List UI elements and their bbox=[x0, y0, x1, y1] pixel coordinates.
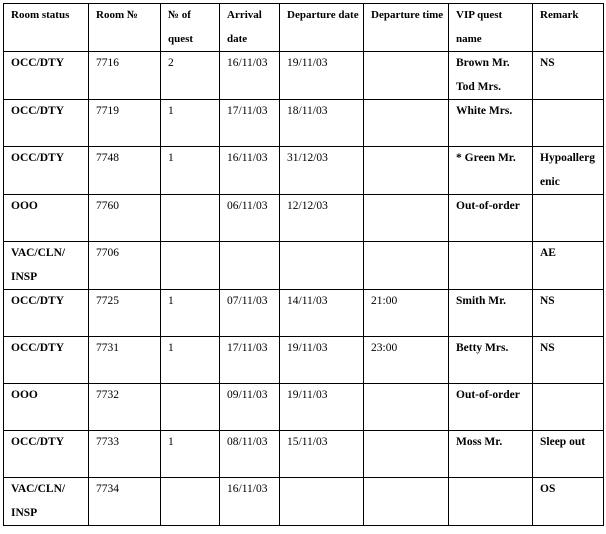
departure-date-cell: 31/12/03 bbox=[280, 147, 364, 195]
remark-cell: NS bbox=[533, 52, 604, 100]
departure-date-cell: 14/11/03 bbox=[280, 290, 364, 337]
remark-cell bbox=[533, 195, 604, 242]
departure-time-cell bbox=[364, 242, 449, 290]
room-number-cell: 7706 bbox=[89, 242, 161, 290]
arrival-date-cell bbox=[220, 242, 280, 290]
guest-count-cell bbox=[161, 384, 220, 431]
table-row bbox=[4, 337, 604, 384]
vip-guest-cell: Out-of-order bbox=[449, 384, 533, 431]
arrival-date-cell: 09/11/03 bbox=[220, 384, 280, 431]
arrival-date-cell: 08/11/03 bbox=[220, 431, 280, 478]
table-row bbox=[4, 478, 604, 526]
header-departure-date: Departure date bbox=[280, 4, 364, 52]
room-status-cell: OCC/DTY bbox=[4, 290, 89, 337]
room-number-cell: 7725 bbox=[89, 290, 161, 337]
room-number-cell: 7733 bbox=[89, 431, 161, 478]
arrival-date-cell: 17/11/03 bbox=[220, 337, 280, 384]
header-room-number: Room № bbox=[89, 4, 161, 52]
table-row bbox=[4, 52, 604, 100]
remark-cell: Sleep out bbox=[533, 431, 604, 478]
guest-count-cell bbox=[161, 242, 220, 290]
departure-time-cell bbox=[364, 384, 449, 431]
header-room-status: Room status bbox=[4, 4, 89, 52]
vip-guest-cell bbox=[449, 242, 533, 290]
room-number-cell: 7734 bbox=[89, 478, 161, 526]
guest-count-cell: 2 bbox=[161, 52, 220, 100]
table-row bbox=[4, 431, 604, 478]
remark-cell bbox=[533, 384, 604, 431]
room-status-cell: OOO bbox=[4, 384, 89, 431]
header-remark: Remark bbox=[533, 4, 604, 52]
departure-date-cell bbox=[280, 478, 364, 526]
room-status-table bbox=[3, 3, 604, 526]
header-row bbox=[4, 4, 604, 52]
room-number-cell: 7716 bbox=[89, 52, 161, 100]
vip-guest-cell: Betty Mrs. bbox=[449, 337, 533, 384]
room-status-cell: OCC/DTY bbox=[4, 431, 89, 478]
departure-date-cell: 19/11/03 bbox=[280, 384, 364, 431]
room-status-cell: VAC/CLN/ INSP bbox=[4, 242, 89, 290]
departure-time-cell bbox=[364, 195, 449, 242]
remark-cell: NS bbox=[533, 290, 604, 337]
room-status-cell: OCC/DTY bbox=[4, 337, 89, 384]
guest-count-cell bbox=[161, 478, 220, 526]
guest-count-cell: 1 bbox=[161, 431, 220, 478]
departure-date-cell: 15/11/03 bbox=[280, 431, 364, 478]
departure-time-cell bbox=[364, 431, 449, 478]
table-row bbox=[4, 290, 604, 337]
departure-time-cell: 23:00 bbox=[364, 337, 449, 384]
vip-guest-cell: Out-of-order bbox=[449, 195, 533, 242]
table-header bbox=[4, 4, 604, 52]
vip-guest-cell: Brown Mr. Tod Mrs. bbox=[449, 52, 533, 100]
guest-count-cell: 1 bbox=[161, 290, 220, 337]
room-number-cell: 7719 bbox=[89, 100, 161, 147]
departure-date-cell: 19/11/03 bbox=[280, 337, 364, 384]
departure-time-cell: 21:00 bbox=[364, 290, 449, 337]
room-status-cell: VAC/CLN/ INSP bbox=[4, 478, 89, 526]
departure-time-cell bbox=[364, 147, 449, 195]
arrival-date-cell: 16/11/03 bbox=[220, 478, 280, 526]
arrival-date-cell: 17/11/03 bbox=[220, 100, 280, 147]
arrival-date-cell: 16/11/03 bbox=[220, 52, 280, 100]
departure-date-cell: 12/12/03 bbox=[280, 195, 364, 242]
guest-count-cell: 1 bbox=[161, 337, 220, 384]
room-status-cell: OCC/DTY bbox=[4, 52, 89, 100]
remark-cell: NS bbox=[533, 337, 604, 384]
table-row bbox=[4, 195, 604, 242]
remark-cell: AE bbox=[533, 242, 604, 290]
remark-text: Hypoallergenic bbox=[540, 152, 595, 188]
arrival-date-cell: 07/11/03 bbox=[220, 290, 280, 337]
vip-guest-cell bbox=[449, 478, 533, 526]
room-number-cell: 7760 bbox=[89, 195, 161, 242]
header-guest-count: № of quest bbox=[161, 4, 220, 52]
guest-count-cell: 1 bbox=[161, 147, 220, 195]
table-row bbox=[4, 100, 604, 147]
remark-cell bbox=[533, 100, 604, 147]
vip-guest-cell: White Mrs. bbox=[449, 100, 533, 147]
departure-time-cell bbox=[364, 52, 449, 100]
vip-guest-cell: Moss Mr. bbox=[449, 431, 533, 478]
vip-guest-cell: Smith Mr. bbox=[449, 290, 533, 337]
departure-time-cell bbox=[364, 478, 449, 526]
table-row bbox=[4, 384, 604, 431]
room-status-cell: OOO bbox=[4, 195, 89, 242]
table-body bbox=[4, 52, 604, 526]
header-vip-guest-name: VIP quest name bbox=[449, 4, 533, 52]
table-row bbox=[4, 242, 604, 290]
header-arrival-date: Arrival date bbox=[220, 4, 280, 52]
guest-count-cell bbox=[161, 195, 220, 242]
vip-guest-cell: * Green Mr. bbox=[449, 147, 533, 195]
arrival-date-cell: 16/11/03 bbox=[220, 147, 280, 195]
room-number-cell: 7731 bbox=[89, 337, 161, 384]
departure-date-cell bbox=[280, 242, 364, 290]
remark-cell: OS bbox=[533, 478, 604, 526]
remark-cell bbox=[533, 147, 604, 195]
room-number-cell: 7732 bbox=[89, 384, 161, 431]
departure-date-cell: 18/11/03 bbox=[280, 100, 364, 147]
header-departure-time: Departure time bbox=[364, 4, 449, 52]
departure-date-cell: 19/11/03 bbox=[280, 52, 364, 100]
room-number-cell: 7748 bbox=[89, 147, 161, 195]
room-status-cell: OCC/DTY bbox=[4, 100, 89, 147]
departure-time-cell bbox=[364, 100, 449, 147]
guest-count-cell: 1 bbox=[161, 100, 220, 147]
room-status-cell: OCC/DTY bbox=[4, 147, 89, 195]
arrival-date-cell: 06/11/03 bbox=[220, 195, 280, 242]
table-row bbox=[4, 147, 604, 195]
